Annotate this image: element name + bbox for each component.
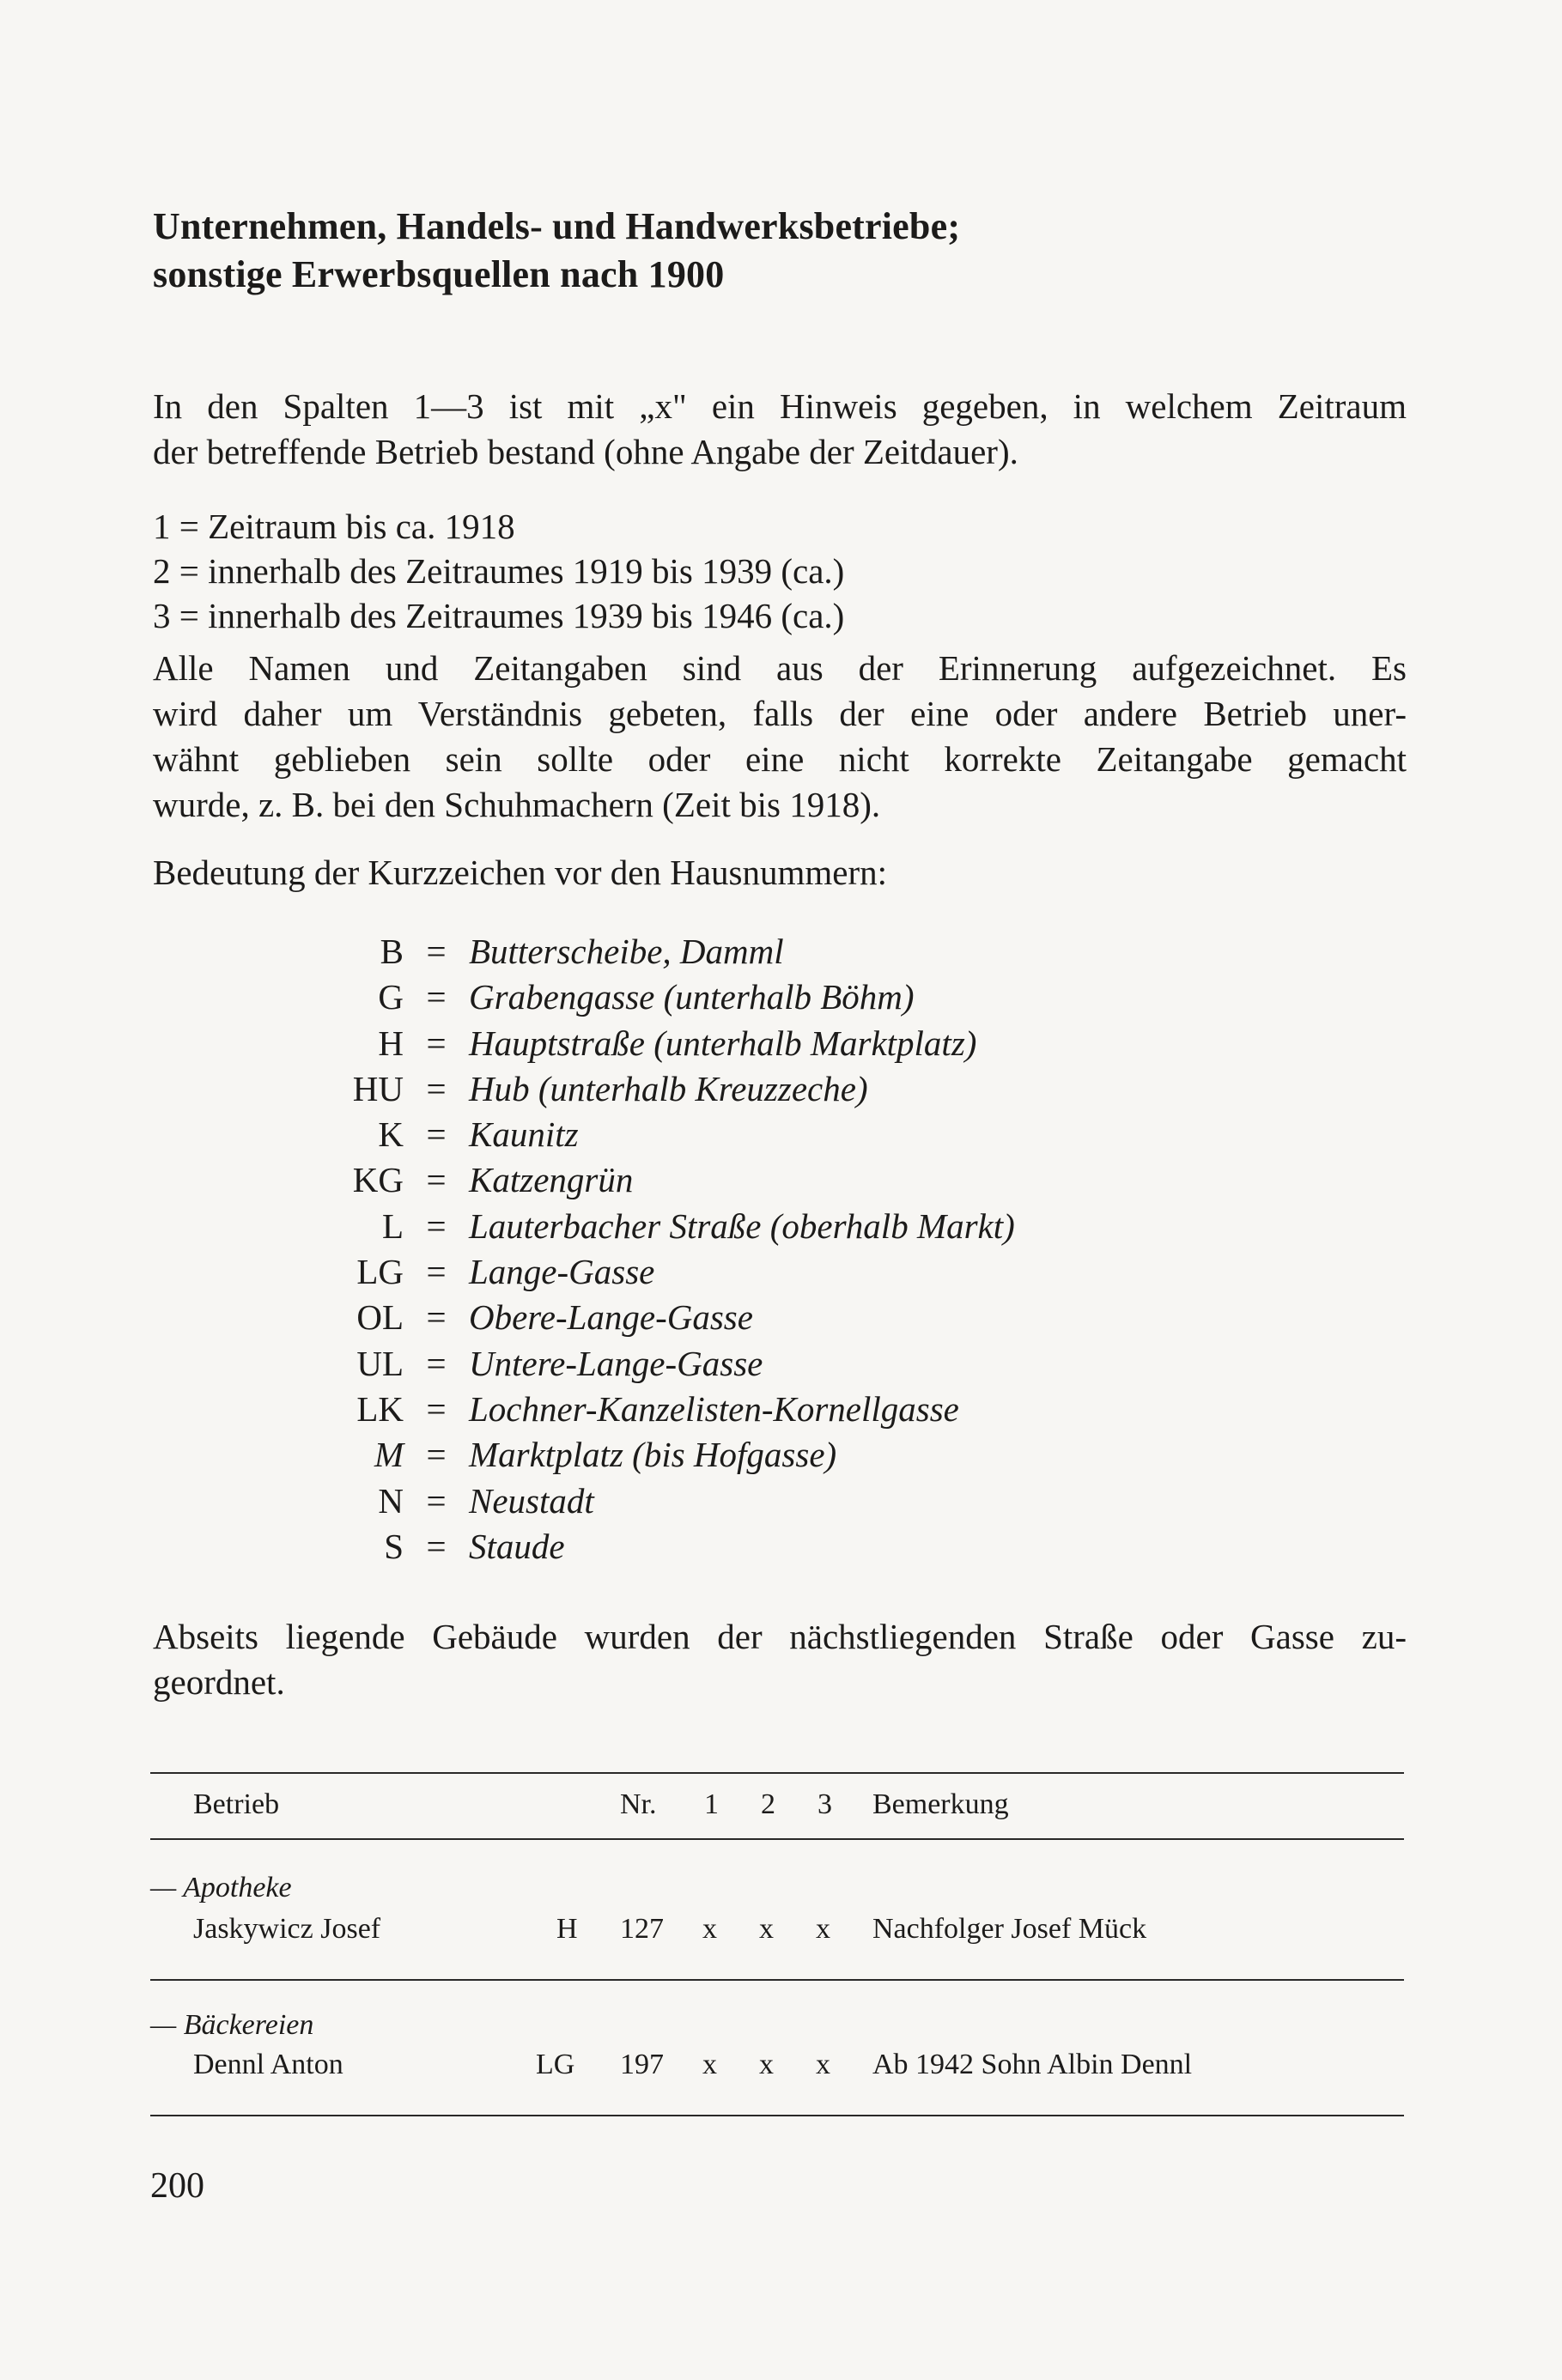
cell-col2: x: [759, 1913, 774, 1945]
col-header-betrieb: Betrieb: [193, 1788, 280, 1820]
cell-col1: x: [702, 1913, 717, 1945]
abbreviation-list: [318, 929, 1015, 1569]
abbr-row: [318, 1295, 1015, 1340]
abbr-value: Lange-Gasse: [469, 1252, 655, 1292]
abbr-equals: =: [426, 1343, 447, 1383]
abbr-row: [318, 1524, 1015, 1569]
abbr-row: [318, 929, 1015, 974]
col-header-3: 3: [817, 1788, 832, 1820]
cell-nr: 197: [620, 2049, 664, 2080]
abbr-equals: =: [426, 1480, 447, 1521]
title-line-1: Unternehmen, Handels- und Handwerksbetriebe;: [153, 205, 961, 247]
cell-col3: x: [816, 1913, 830, 1945]
memory-line-3: wähnt geblieben sein sollte oder eine nicht korrekte Zeitangabe gemacht: [153, 739, 1407, 779]
category-label: — Apotheke: [150, 1872, 292, 1903]
remote-line-2: geordnet.: [153, 1662, 285, 1702]
memory-line-1: Alle Namen und Zeitangaben sind aus der Erinnerung aufgezeichnet. Es: [153, 648, 1407, 688]
abbr-row: [318, 1112, 1015, 1157]
memory-note-paragraph: [153, 646, 1407, 828]
abbr-key: N: [378, 1480, 404, 1521]
memory-line-4: wurde, z. B. bei den Schuhmachern (Zeit bis 1918).: [153, 785, 881, 824]
abbr-value: Marktplatz (bis Hofgasse): [469, 1435, 837, 1475]
abbr-key: UL: [356, 1343, 404, 1383]
abbr-equals: =: [426, 977, 447, 1017]
intro-line-2: der betreffende Betrieb bestand (ohne Angabe der Zeitdauer).: [153, 432, 1018, 471]
intro-line-1: In den Spalten 1—3 ist mit „x" ein Hinweis gegeben, in welchem Zeitraum: [153, 386, 1407, 426]
table-header-rule: [150, 1838, 1404, 1840]
abbr-row: [318, 1066, 1015, 1112]
title-line-2: sonstige Erwerbsquellen nach 1900: [153, 253, 725, 295]
abbr-equals: =: [426, 1252, 447, 1292]
period-item: 1 = Zeitraum bis ca. 1918: [153, 507, 515, 546]
abbr-key: M: [374, 1435, 404, 1475]
abbr-intro-text: Bedeutung der Kurzzeichen vor den Hausnummern:: [153, 853, 888, 892]
abbr-key: H: [378, 1023, 404, 1063]
col-header-nr: Nr.: [620, 1788, 657, 1820]
col-header-1: 1: [704, 1788, 719, 1820]
period-legend: [153, 504, 844, 638]
period-item: 2 = innerhalb des Zeitraumes 1919 bis 1939 (ca.): [153, 551, 845, 591]
table-group-rule: [150, 1979, 1404, 1981]
cell-bemerkung: Ab 1942 Sohn Albin Dennl: [872, 2049, 1193, 2080]
abbr-row: [318, 1478, 1015, 1524]
cell-col3: x: [816, 2049, 830, 2080]
abbr-key: S: [384, 1526, 404, 1566]
abbr-equals: =: [426, 932, 447, 971]
abbr-key: HU: [352, 1068, 404, 1108]
abbr-equals: =: [426, 1388, 447, 1429]
remote-buildings-note: [153, 1614, 1407, 1705]
abbr-value: Hub (unterhalb Kreuzzeche): [469, 1068, 868, 1108]
abbr-value: Butterscheibe, Damml: [469, 932, 784, 971]
abbr-key: LG: [356, 1252, 404, 1292]
abbr-value: Obere-Lange-Gasse: [469, 1297, 753, 1338]
intro-paragraph: [153, 384, 1407, 475]
abbr-value: Untere-Lange-Gasse: [469, 1343, 763, 1383]
abbr-value: Staude: [469, 1526, 565, 1566]
col-header-bemerkung: Bemerkung: [872, 1788, 1009, 1820]
abbr-equals: =: [426, 1023, 447, 1063]
abbr-value: Hauptstraße (unterhalb Marktplatz): [469, 1023, 977, 1063]
abbr-row: [318, 1157, 1015, 1203]
abbr-key: G: [378, 977, 404, 1017]
cell-col1: x: [702, 2049, 717, 2080]
abbr-row: [318, 1432, 1015, 1478]
section-title: [153, 203, 1424, 299]
abbr-row: [318, 1204, 1015, 1249]
cell-betrieb: Jaskywicz Josef: [193, 1913, 381, 1945]
abbr-key: B: [380, 932, 404, 971]
abbr-equals: =: [426, 1297, 447, 1338]
remote-line-1: Abseits liegende Gebäude wurden der nächstliegenden Straße oder Gasse zu-: [153, 1617, 1407, 1656]
cell-abbr: LG: [536, 2049, 575, 2080]
abbr-value: Lauterbacher Straße (oberhalb Markt): [469, 1205, 1015, 1246]
category-label: — Bäckereien: [150, 2009, 314, 2041]
abbr-value: Katzengrün: [469, 1160, 634, 1200]
cell-bemerkung: Nachfolger Josef Mück: [872, 1913, 1147, 1945]
page-number: 200: [150, 2166, 204, 2206]
cell-betrieb: Dennl Anton: [193, 2049, 343, 2080]
abbr-equals: =: [426, 1435, 447, 1475]
abbr-equals: =: [426, 1526, 447, 1566]
abbr-key: OL: [356, 1297, 404, 1338]
abbr-value: Kaunitz: [469, 1114, 579, 1155]
table-top-rule: [150, 1772, 1404, 1774]
abbr-key: LK: [356, 1388, 404, 1429]
cell-col2: x: [759, 2049, 774, 2080]
abbr-value: Neustadt: [469, 1480, 594, 1521]
abbr-intro: [153, 850, 1407, 896]
col-header-2: 2: [761, 1788, 775, 1820]
period-item: 3 = innerhalb des Zeitraumes 1939 bis 1946 (ca.): [153, 596, 845, 635]
abbr-key: K: [378, 1114, 404, 1155]
cell-abbr: H: [556, 1913, 578, 1945]
abbr-row: [318, 974, 1015, 1020]
abbr-equals: =: [426, 1068, 447, 1108]
abbr-row: [318, 1021, 1015, 1066]
abbr-row: [318, 1341, 1015, 1387]
abbr-row: [318, 1249, 1015, 1295]
abbr-key: KG: [352, 1160, 404, 1200]
table-bottom-rule: [150, 2115, 1404, 2116]
abbr-row: [318, 1387, 1015, 1432]
abbr-value: Grabengasse (unterhalb Böhm): [469, 977, 915, 1017]
memory-line-2: wird daher um Verständnis gebeten, falls der eine oder andere Betrieb uner-: [153, 694, 1407, 733]
abbr-equals: =: [426, 1114, 447, 1155]
abbr-equals: =: [426, 1160, 447, 1200]
cell-nr: 127: [620, 1913, 664, 1945]
abbr-value: Lochner-Kanzelisten-Kornellgasse: [469, 1388, 959, 1429]
abbr-key: L: [381, 1205, 404, 1246]
abbr-equals: =: [426, 1205, 447, 1246]
